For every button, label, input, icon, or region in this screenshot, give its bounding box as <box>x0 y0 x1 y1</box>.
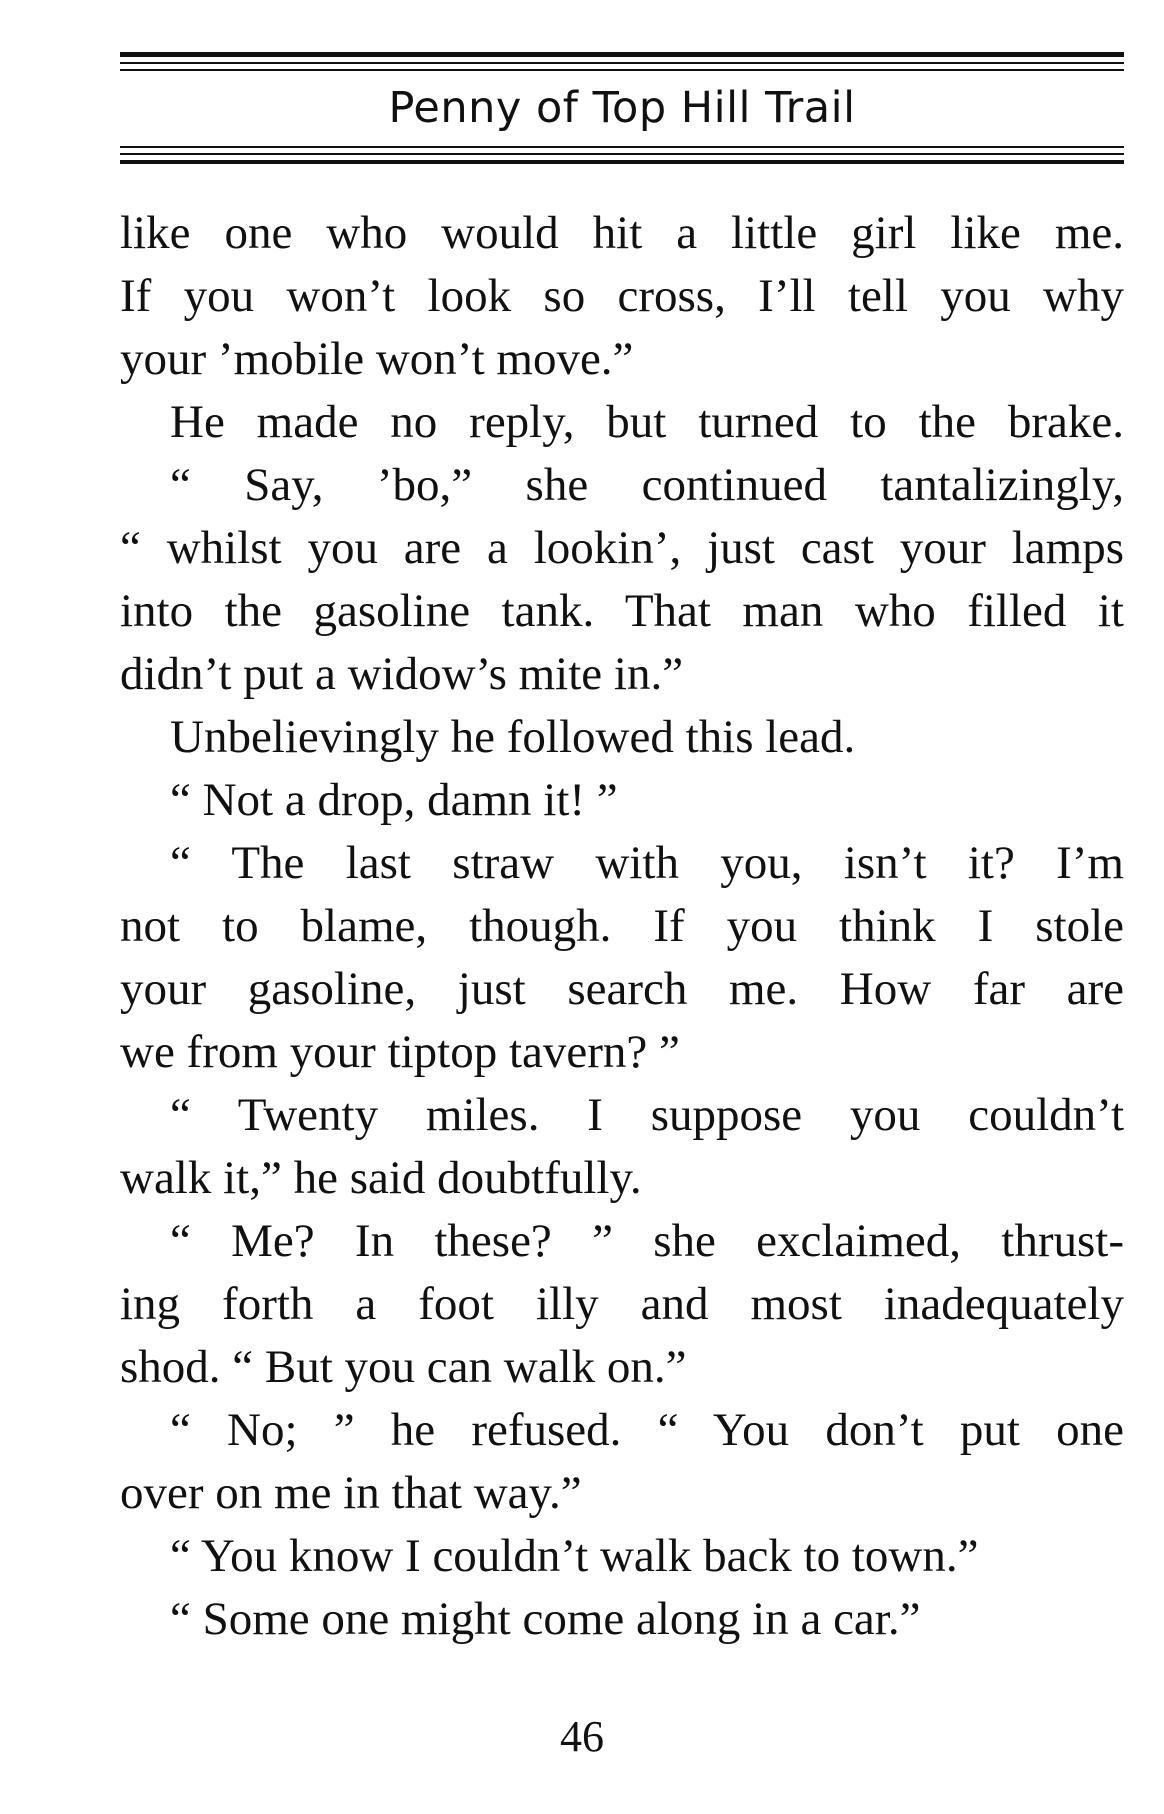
text-line: didn’t put a widow’s mite in.” <box>120 648 684 700</box>
text-line: your ’mobile won’t move.” <box>120 333 634 385</box>
text-line: like one who would hit a little girl like me. <box>120 207 1124 259</box>
header-rule-thick <box>120 160 1124 164</box>
page-number: 46 <box>560 1712 604 1761</box>
text-line: He made no reply, but turned to the brake. <box>170 396 1124 448</box>
header-rule-thin <box>120 62 1124 64</box>
text-line: shod. “ But you can walk on.” <box>120 1341 687 1393</box>
text-line: “ Twenty miles. I suppose you couldn’t <box>170 1089 1124 1141</box>
text-line: “ You know I couldn’t walk back to town.” <box>170 1530 979 1582</box>
header-rule-thick <box>120 52 1124 57</box>
text-line: If you won’t look so cross, I’ll tell you why <box>120 270 1124 322</box>
text-line: “ Some one might come along in a car.” <box>170 1593 921 1645</box>
text-line: “ Say, ’bo,” she continued tantalizingly, <box>170 459 1124 511</box>
text-line: we from your tiptop tavern? ” <box>120 1026 680 1078</box>
text-line: Unbelievingly he followed this lead. <box>170 711 856 763</box>
header-rule-thin <box>120 69 1124 71</box>
text-line: your gasoline, just search me. How far are <box>120 963 1124 1015</box>
running-title: Penny of Top Hill Trail <box>388 83 856 133</box>
text-line: “ No; ” he refused. “ You don’t put one <box>170 1404 1124 1456</box>
text-line: “ Not a drop, damn it! ” <box>170 774 618 826</box>
header-rule-thin <box>120 146 1124 148</box>
text-line: “ Me? In these? ” she exclaimed, thrust- <box>170 1215 1124 1267</box>
text-line: over on me in that way.” <box>120 1467 582 1519</box>
text-line: “ whilst you are a lookin’, just cast your lamps <box>120 522 1124 574</box>
text-line: “ The last straw with you, isn’t it? I’m <box>170 837 1124 889</box>
body-text <box>120 202 1124 1651</box>
text-line: ing forth a foot illy and most inadequately <box>120 1278 1124 1330</box>
text-line: into the gasoline tank. That man who filled it <box>120 585 1124 637</box>
text-line: walk it,” he said doubtfully. <box>120 1152 642 1204</box>
text-line: not to blame, though. If you think I stole <box>120 900 1124 952</box>
header-rule-thin <box>120 153 1124 155</box>
